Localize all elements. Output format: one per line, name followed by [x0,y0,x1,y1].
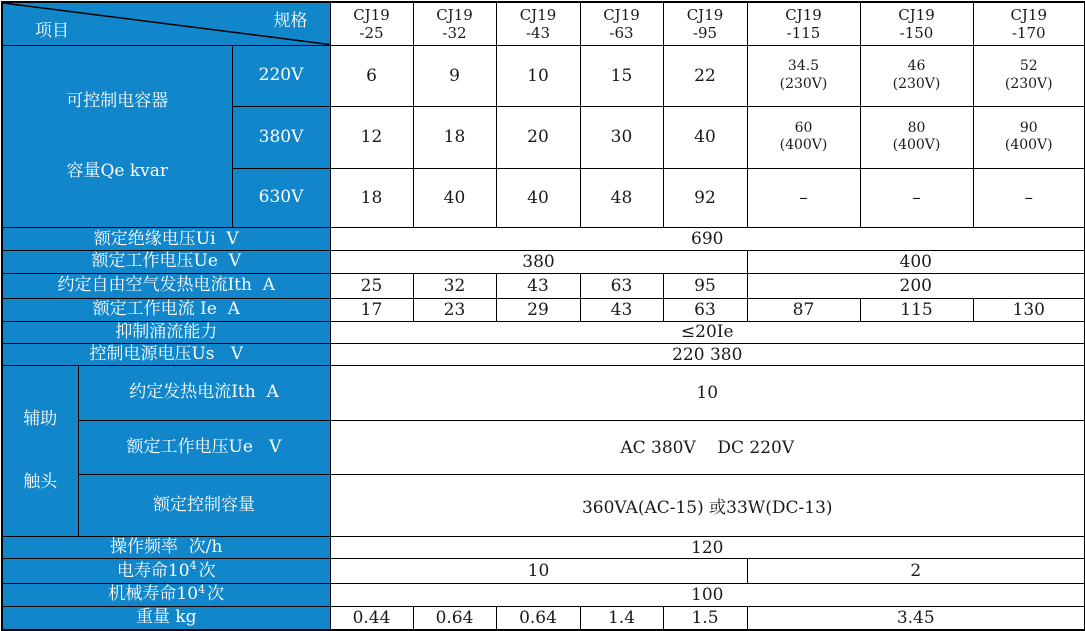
cell-ie-25: 17 [330,298,413,321]
cell-insulation-voltage: 690 [330,228,1085,251]
col-header-line2: -170 [1011,23,1046,42]
cell-ith-43: 43 [496,273,580,298]
electrical-life-label: 电寿命10 [116,560,190,581]
aux-label-line2: 触头 [23,472,58,493]
col-header-line1: CJ19 [353,5,390,24]
cell-630v-25: 18 [330,168,413,228]
row-label-control-supply-voltage: 控制电源电压Us V [2,343,330,365]
row-label-inrush-suppression: 抑制涌流能力 [2,321,330,343]
row-label-insulation-voltage: 额定绝缘电压Ui V [2,228,330,251]
value-line2: (230V) [779,75,828,92]
value-line2: (400V) [779,137,828,154]
row-label-380v: 380V [232,107,330,169]
col-header-line2: -25 [359,23,384,42]
electrical-life-unit: 次 [198,560,216,581]
col-header-line1: CJ19 [436,5,473,24]
col-header-line2: -43 [525,23,551,42]
cell-weight-115-170: 3.45 [747,606,1085,630]
cell-ith-115-170: 200 [747,273,1085,298]
mechanical-life-exponent: 4 [198,583,206,596]
cell-ie-63: 43 [580,298,663,321]
col-header-cj19-25 [330,2,413,45]
cell-weight-32: 0.64 [413,606,496,630]
row-label-rated-current: 额定工作电流 Ie A [2,298,330,321]
cell-ith-63: 63 [580,273,663,298]
cell-220v-95: 22 [663,45,747,107]
value-line2: (400V) [1004,137,1053,154]
value-line1: 52 [1019,58,1038,75]
cell-ith-95: 95 [663,273,747,298]
col-header-line1: CJ19 [785,5,822,24]
value-line1: 80 [907,119,926,136]
value-line1: 34.5 [787,58,820,75]
corner-spec-label: 规格 [273,11,308,31]
cell-220v-63: 15 [580,45,663,107]
cell-220v-43: 10 [496,45,580,107]
capacity-label-line2: 容量Qe kvar [66,160,169,181]
cell-ie-150: 115 [860,298,973,321]
cell-630v-115: – [747,168,860,228]
cell-electrical-life-10: 10 [330,559,747,584]
cell-operating-frequency: 120 [330,537,1085,559]
cell-380v-95: 40 [663,107,747,169]
cell-mechanical-life: 100 [330,584,1085,606]
col-header-cj19-32 [413,2,496,45]
cell-ie-115: 87 [747,298,860,321]
mechanical-life-label: 机械寿命10 [108,584,199,605]
cell-380v-43: 20 [496,107,580,169]
cell-220v-32: 9 [413,45,496,107]
col-header-line1: CJ19 [898,5,935,24]
row-label-aux-control-capacity: 额定控制容量 [78,475,330,537]
col-header-cj19-115 [747,2,860,45]
value-line1: 90 [1019,119,1038,136]
cell-working-voltage-380: 380 [330,251,747,273]
mechanical-life-unit: 次 [207,584,225,605]
value-line1: 60 [794,119,813,136]
col-header-cj19-170 [973,2,1085,45]
cell-ie-170: 130 [973,298,1085,321]
cell-380v-63: 30 [580,107,663,169]
col-header-line2: -150 [899,23,934,42]
cell-ith-32: 32 [413,273,496,298]
col-header-cj19-150 [860,2,973,45]
col-header-cj19-63 [580,2,663,45]
col-header-line1: CJ19 [519,5,557,24]
corner-cell [2,2,330,45]
row-label-operating-frequency: 操作频率 次/h [2,537,330,559]
row-label-630v: 630V [232,168,330,228]
cell-220v-170 [973,45,1085,107]
cell-weight-25: 0.44 [330,606,413,630]
cell-380v-150 [860,107,973,169]
cell-630v-95: 92 [663,168,747,228]
row-label-weight: 重量 kg [2,606,330,630]
cell-ie-43: 29 [496,298,580,321]
cell-ith-25: 25 [330,273,413,298]
col-header-line1: CJ19 [1010,5,1048,24]
value-line2: (230V) [892,75,941,92]
cell-630v-32: 40 [413,168,496,228]
cell-aux-working-voltage: AC 380V DC 220V [330,420,1085,475]
row-label-capacity [2,45,232,228]
cell-220v-150 [860,45,973,107]
cell-220v-25: 6 [330,45,413,107]
row-label-aux-working-voltage: 额定工作电压Ue V [78,420,330,475]
group-label-auxiliary-contacts [2,366,78,537]
cell-220v-115 [747,45,860,107]
col-header-cj19-43 [496,2,580,45]
col-header-line2: -115 [786,23,821,42]
col-header-line2: -32 [442,23,467,42]
cell-weight-63: 1.4 [580,606,663,630]
col-header-line1: CJ19 [686,5,724,24]
cell-aux-thermal-current: 10 [330,366,1085,421]
row-label-220v: 220V [232,45,330,107]
electrical-life-exponent: 4 [189,559,197,573]
col-header-line2: -95 [692,23,718,42]
row-label-working-voltage: 额定工作电压Ue V [2,251,330,273]
col-header-cj19-95 [663,2,747,45]
cell-electrical-life-2: 2 [747,559,1085,584]
col-header-line2: -63 [609,23,634,42]
cell-380v-25: 12 [330,107,413,169]
value-line2: (230V) [1004,75,1053,92]
corner-item-label: 项目 [35,20,69,41]
row-label-mechanical-life [2,584,330,606]
capacity-label-line1: 可控制电容器 [66,91,169,111]
cell-380v-32: 18 [413,107,496,169]
row-label-aux-thermal-current: 约定发热电流Ith A [78,366,330,421]
cell-working-voltage-400: 400 [747,251,1085,273]
cell-ie-32: 23 [413,298,496,321]
cell-aux-control-capacity: 360VA(AC-15) 或33W(DC-13) [330,475,1085,537]
aux-label-line1: 辅助 [23,408,58,429]
cell-630v-63: 48 [580,168,663,228]
cell-630v-170: – [973,168,1085,228]
value-line2: (400V) [892,137,941,154]
cell-control-supply-voltage: 220 380 [330,343,1085,365]
col-header-line1: CJ19 [603,5,640,24]
cell-inrush-suppression: ≤20Ie [330,321,1085,343]
cell-ie-95: 63 [663,298,747,321]
value-line1: 46 [907,58,926,75]
cell-630v-150: – [860,168,973,228]
cell-weight-95: 1.5 [663,606,747,630]
row-label-free-air-thermal-current: 约定自由空气发热电流Ith A [2,273,330,298]
cell-380v-170 [973,107,1085,169]
cj19-spec-table [1,1,1085,631]
cell-630v-43: 40 [496,168,580,228]
cell-weight-43: 0.64 [496,606,580,630]
row-label-electrical-life [2,559,330,584]
cell-380v-115 [747,107,860,169]
